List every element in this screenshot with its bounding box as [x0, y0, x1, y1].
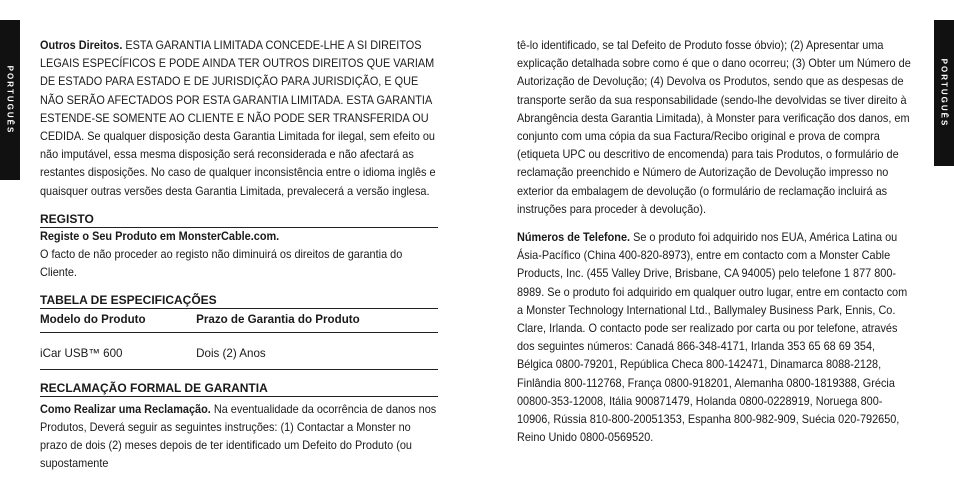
continuation-body: tê-lo identificado, se tal Defeito de Produto fosse óbvio); (2) Apresentar uma explicação detalhada sobre como é que o dano ocorreu; (3) Obter um Número de Autorização de Devolução; (4) Devolva os Produtos, sendo que as despesas de transporte serão da sua responsabilidade (sendo-lhe devolvidas se tiver direito à Abrangência desta Garantia Limitada), à Monster para verificação dos danos, em conjunto com uma cópia da sua Factura/Recibo original e prova de compra (etiqueta UPC ou descritivo de encomenda) para tais Produtos, o formulário de reclamação preenchido e Número de Autorização de Devolução impresso no exterior da embalagem de devolução (o formulário de reclamação incluirá as instruções para proceder à devolução). [517, 39, 911, 216]
right-column [517, 37, 913, 447]
spec-col-warranty: Prazo de Garantia do Produto [196, 309, 438, 332]
left-column [40, 37, 438, 474]
side-language-tab-left [0, 20, 20, 180]
registo-heading: REGISTO [40, 211, 438, 228]
reclamacao-heading: RECLAMAÇÃO FORMAL DE GARANTIA [40, 380, 438, 397]
registo-section [40, 228, 437, 283]
como-paragraph [40, 401, 437, 474]
outros-paragraph [40, 37, 437, 201]
spec-table [40, 309, 438, 369]
table-cell-model: iCar USB™ 600 [40, 332, 196, 369]
registo-body: O facto de não proceder ao registo não diminuirá os direitos de garantia do Cliente. [40, 248, 403, 280]
table-cell-warranty: Dois (2) Anos [196, 332, 438, 369]
side-tab-label: PORTUGUÊS [5, 65, 15, 135]
como-title: Como Realizar uma Reclamação. [40, 402, 211, 416]
spec-table-header-row [40, 309, 438, 332]
como-body: Na eventualidade da ocorrência de danos nos Produtos, Deverá seguir as seguintes instruções: (1) Contactar a Monster no prazo de dois (2) meses depois de ter identificado um Defeito do Produto (ou supostamente [40, 402, 437, 471]
spec-col-model: Modelo do Produto [40, 309, 196, 332]
numeros-title: Números de Telefone. [517, 231, 631, 245]
registo-subheading: Registe o Seu Produto em MonsterCable.com. [40, 229, 280, 243]
side-tab-label: PORTUGUÊS [939, 58, 949, 128]
table-row [40, 332, 438, 369]
side-language-tab-right [934, 20, 954, 166]
outros-body: ESTA GARANTIA LIMITADA CONCEDE-LHE A SI DIREITOS LEGAIS ESPECÍFICOS E PODE AINDA TER OUTROS DIREITOS QUE VARIAM DE ESTADO PARA ESTADO E DE JURISDIÇÃO PARA JURISDIÇÃO, E QUE NÃO SERÃO AFECTADOS POR ESTA GARANTIA LIMITADA. ESTA GARANTIA ESTENDE-SE SOMENTE AO CLIENTE E NÃO PODE SER TRANSFERIDA OU CEDIDA. Se qualquer disposição desta Garantia Limitada for ilegal, sem efeito ou não imputável, essa mesma disposição será reconsiderada e não afectará as restantes disposições. No caso de qualquer inconsistência entre o idioma inglês e quaisquer outras versões desta Garantia Limitada, prevalecerá a versão inglesa. [40, 39, 436, 198]
numeros-body: Se o produto foi adquirido nos EUA, América Latina ou Ásia-Pacífico (China 400-820-8973), entre em contacto com a Monster Cable Products, Inc. (455 Valley Drive, Brisbane, CA 94005) pelo telefone 1 877 800-8989. Se o produto foi adquirido em qualquer outro lugar, entre em contacto com a Monster Technology International Ltd., Ballymaley Business Park, Ennis, Co. Clare, Irlanda. O contacto pode ser realizado por carta ou por telefone, através dos seguintes números: Canadá 866-348-4171, Irlanda 353 65 68 69 354, Bélgica 0800-79201, República Checa 800-142471, Dinamarca 8088-2128, Finlândia 800-112768, França 0800-918201, Alemanha 0800-1819388, Grécia 00800-353-12008, Itália 900871479, Holanda 0800-0228919, Noruega 800-10906, Rússia 810-800-20051353, Espanha 800-982-909, Suécia 020-792650, Reino Unido 0800-0569520. [517, 231, 908, 445]
tabela-heading: TABELA DE ESPECIFICAÇÕES [40, 292, 438, 309]
continuation-paragraph [517, 37, 912, 447]
outros-title: Outros Direitos. [40, 39, 123, 52]
